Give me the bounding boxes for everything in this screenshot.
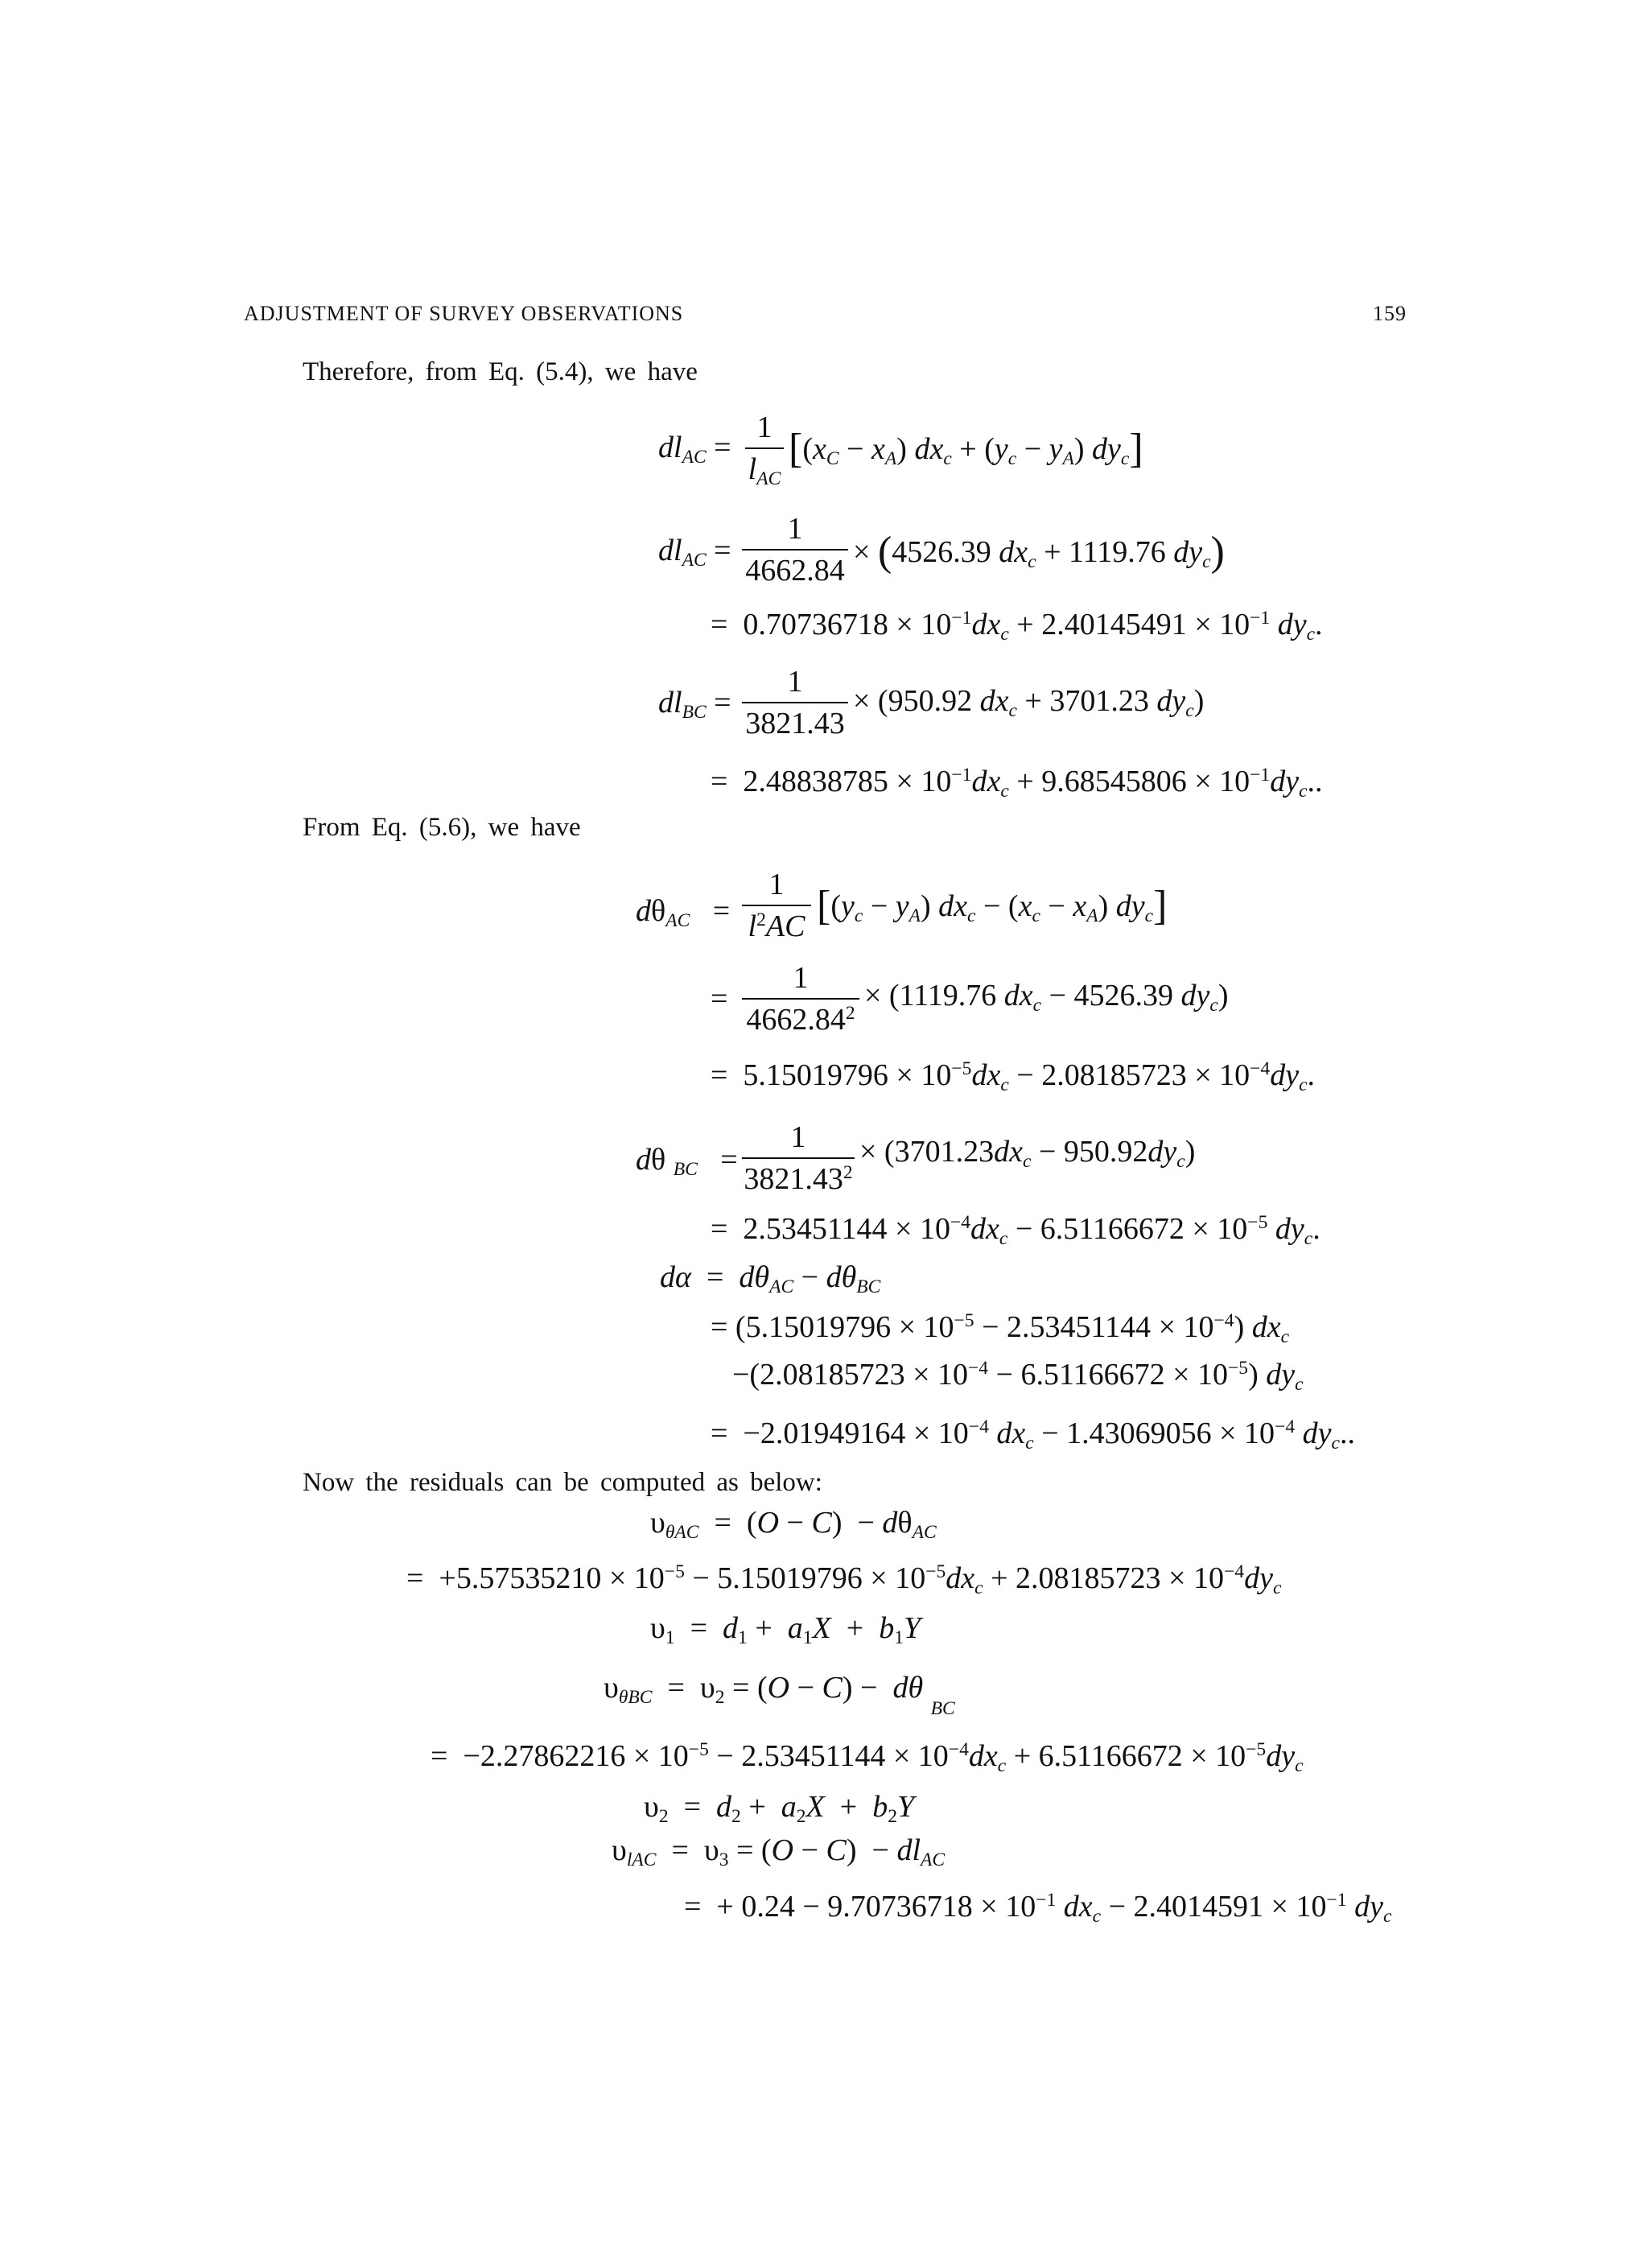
dl-ac-general-denominator: $l_{AC}$ [748, 452, 781, 490]
dl-ac-general-body: [$(x_C - x_A) dx_c + (y_c - y_A)$ $dy_c$] [789, 426, 1143, 472]
dtheta-ac-result: = $5.15019796 \times 10^{-5}dx_c - 2.08185723 \times 10^{-4}dy_c$. [711, 1058, 1316, 1096]
v1-expanded: = $+5.57535210 \times 10^{-5} - 5.15019796 \times 10^{-5}dx_c + 2.08185723 \times 10^{-4}dy_c$ [406, 1561, 1282, 1599]
dalpha-definition: $d\alpha = d\theta_{AC} - d\theta_{BC}$ [660, 1260, 881, 1298]
dtheta-ac-general-denominator: $l^2AC$ [748, 909, 805, 943]
v3-expanded: = + $0.24 - 9.70736718 \times 10^{-1}$ $dx_c - 2.4014591 \times 10^{-1}$ $dy_c$ [684, 1890, 1392, 1928]
dl-ac-result: = $0.70736718 \times 10^{-1}dx_c + 2.40145491 \times 10^{-1}$ $dy_c$. [711, 608, 1323, 645]
intro-eq-5-4: Therefore, from Eq. (5.4), we have [303, 357, 698, 386]
dtheta-ac-general-body: [$(y_c - y_A) dx_c - (x_c - x_A)$ $dy_c$] [817, 883, 1168, 929]
dtheta-bc-denominator: 3821.43$^2$ [744, 1162, 853, 1196]
dtheta-bc-numerator: 1 [790, 1120, 806, 1154]
dl-bc-lhs: $dl_{BC}$ = [658, 686, 731, 724]
dalpha-line-2: $-(2.08185723 \times 10^{-4} - 6.51166672 \times 10^{-5})$ $dy_c$ [732, 1358, 1304, 1396]
page-number: 159 [1373, 302, 1407, 325]
dl-bc-body: × (950.92 $dx_c + 3701.23$ $dy_c$) [853, 684, 1205, 722]
dl-ac-fraction [742, 513, 848, 586]
intro-residuals: Now the residuals can be computed as below: [303, 1468, 822, 1497]
v1-model: $\upsilon_1 = d_1 + a_1X + b_1Y$ [650, 1611, 921, 1649]
dtheta-ac-fraction [742, 963, 859, 1035]
dtheta-ac-numerator: 1 [793, 961, 809, 995]
dtheta-ac-general-lhs: $d\theta_{AC}$ = [636, 894, 731, 932]
v-l-ac-definition: $\upsilon_{lAC} = \upsilon_3 = (O - C) - dl_{AC}$ [612, 1833, 946, 1871]
dtheta-bc-fraction [742, 1122, 855, 1194]
dl-bc-denominator: 3821.43 [745, 707, 845, 740]
dtheta-bc-body: × $(3701.23dx_c - 950.92dy_c)$ [859, 1135, 1196, 1173]
dl-ac-general-lhs: $dl_{AC}$ = [658, 431, 731, 468]
dtheta-ac-general-fraction [742, 869, 811, 942]
dl-ac-body: × (4526.39 $dx_c + 1119.76$ $dy_c$) [853, 529, 1225, 575]
dl-ac-numerator: 1 [787, 512, 803, 546]
dtheta-ac-general-numerator: 1 [768, 868, 785, 901]
intro-eq-5-6: From Eq. (5.6), we have [303, 813, 581, 842]
dalpha-result: = $-2.01949164 \times 10^{-4}$ $dx_c - 1.43069056 \times 10^{-4}$ $dy_c$.. [711, 1416, 1355, 1454]
dalpha-line-1: = $(5.15019796 \times 10^{-5} - 2.53451144 \times 10^{-4})$ $dx_c$ [711, 1310, 1290, 1348]
dtheta-ac-body: × (1119.76 $dx_c - 4526.39$ $dy_c$) [864, 979, 1229, 1016]
v-theta-ac-definition: $\upsilon_{\theta AC} = (O - C) - d\theta_{AC}$ [650, 1506, 937, 1544]
dtheta-bc-lhs: dθ $_{BC}$ = [636, 1143, 738, 1181]
equals-sign: = [711, 982, 728, 1016]
running-title: ADJUSTMENT OF SURVEY OBSERVATIONS [244, 302, 684, 325]
dtheta-bc-result: = $2.53451144 \times 10^{-4}dx_c - 6.51166672 \times 10^{-5}$ $dy_c$. [711, 1212, 1320, 1250]
dl-bc-numerator: 1 [787, 665, 803, 699]
v-theta-bc-definition: $\upsilon_{\theta BC} = \upsilon_2 = (O - C) - d\theta$ $_{BC}$ [604, 1671, 955, 1720]
dl-ac-denominator: 4662.84 [745, 554, 845, 588]
dl-ac-lhs: $dl_{AC}$ = [658, 534, 731, 571]
v2-expanded: = $-2.27862216 \times 10^{-5} - 2.53451144 \times 10^{-4}dx_c + 6.51166672 \times 10^{-5}dy_c$ [431, 1739, 1304, 1777]
dtheta-ac-denominator: 4662.84$^2$ [746, 1003, 855, 1037]
dl-ac-general-fraction [745, 410, 784, 490]
dl-bc-result: = $2.48838785 \times 10^{-1}dx_c + 9.68545806 \times 10^{-1}dy_c$.. [711, 765, 1323, 802]
v2-model: $\upsilon_2 = d_2 + a_2X + b_2Y$ [644, 1790, 915, 1828]
dl-ac-general-numerator: 1 [756, 410, 772, 444]
dl-bc-fraction [742, 666, 848, 739]
